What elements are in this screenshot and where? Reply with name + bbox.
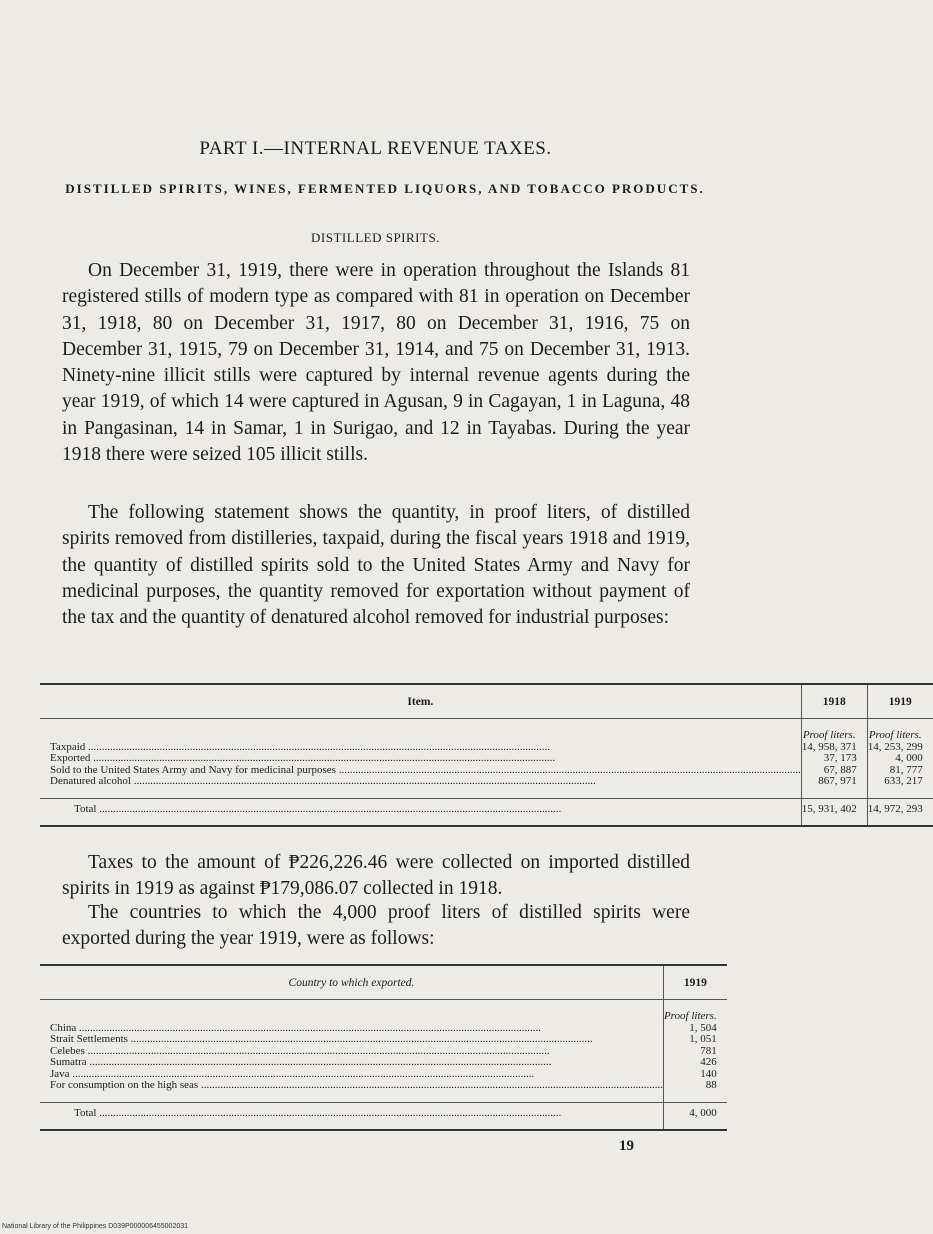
page-number: 19 (619, 1138, 634, 1154)
table-row: Celebes ..... (50, 1045, 663, 1057)
table-row: For consumption on the high seas ..... (50, 1079, 663, 1091)
table-cell: 4, 000 (895, 752, 923, 764)
paragraph-export-countries: The countries to which the 4,000 proof liters of distilled spirits were exported during the year 1919, were as follows: (62, 902, 690, 950)
table-cell: 867, 971 (818, 775, 857, 787)
table-row: Taxpaid ..... (50, 741, 801, 753)
table-cell: 1, 051 (689, 1033, 717, 1045)
table-cell: 140 (700, 1067, 717, 1080)
table-row: Sold to the United States Army and Navy for medicinal purposes ..... (50, 764, 801, 776)
table-cell: 37, 173 (823, 752, 857, 764)
table2-total-label: Total ..... (40, 1103, 663, 1131)
table1-item-column (40, 719, 801, 799)
table-cell: 14, 958, 371 (801, 740, 857, 753)
table-cell: 14, 253, 299 (867, 740, 923, 753)
table-row: Java ..... (50, 1068, 663, 1080)
table1-total-label: Total ..... (40, 799, 801, 827)
table-row: Sumatra ..... (50, 1056, 663, 1068)
table1-total-1918: 15, 931, 402 (801, 799, 867, 827)
table-cell: 781 (700, 1044, 717, 1057)
table2-1919-column (663, 1000, 726, 1103)
section-title: DISTILLED SPIRITS, WINES, FERMENTED LIQUORS, AND TOBACCO PRODUCTS. (65, 181, 705, 196)
table1-1918-column (801, 719, 867, 799)
table1-header-item: Item. (40, 684, 801, 719)
table2-header-1919: 1919 (663, 965, 726, 1000)
subsection-title: DISTILLED SPIRITS. (311, 230, 440, 245)
unit-label: Proof liters. (663, 1010, 717, 1022)
part-title: PART I.—INTERNAL REVENUE TAXES. (199, 138, 552, 159)
table-cell: 1, 504 (689, 1021, 717, 1034)
table1-total-1919: 14, 972, 293 (867, 799, 933, 827)
paragraph-stills: On December 31, 1919, there were in operation throughout the Islands 81 registered stills of modern type as compared with 81 in operation on December 31, 1918, 80 on December 31, 1917, 80 on December 31, 1916, 75 on December 31, 1915, 79 on December 31, 1914, and 75 on December 31, 1913. Ninety-nine illicit stills were captured by internal revenue agents during the year 1919, of which 14 were captured in Agusan, 9 in Cagayan, 1 in Laguna, 48 in Pangasinan, 14 in Samar, 1 in Surigao, and 12 in Tayabas. During the year 1918 there were seized 105 illicit stills. (62, 260, 690, 466)
table2-country-column (40, 1000, 663, 1103)
table-cell: 67, 887 (823, 763, 857, 776)
table1-header-1918: 1918 (801, 684, 867, 719)
table-cell: 88 (705, 1079, 717, 1091)
table1-header-1919: 1919 (867, 684, 933, 719)
table1-1919-column (867, 719, 933, 799)
table-cell: 633, 217 (884, 775, 923, 787)
distilled-spirits-table (40, 683, 933, 827)
table2-total-value: 4, 000 (663, 1103, 726, 1131)
paragraph-taxes-imported: Taxes to the amount of ₱226,226.46 were collected on imported distilled spirits in 1919 as against ₱179,086.07 collected in 1918. (62, 852, 690, 900)
paragraph-statement-intro: The following statement shows the quantity, in proof liters, of distilled spirits removed from distilleries, taxpaid, during the fiscal years 1918 and 1919, the quantity of distilled spirits sold to the United States Army and Navy for medicinal purposes, the quantity removed for exportation without payment of the tax and the quantity of denatured alcohol removed for industrial purposes: (62, 502, 690, 629)
unit-label: Proof liters. (802, 729, 856, 741)
export-countries-table (40, 964, 727, 1131)
table-cell: 81, 777 (889, 763, 923, 776)
table-row: Exported ..... (50, 752, 801, 764)
table-cell: 426 (700, 1056, 717, 1068)
table-row: Denatured alcohol ..... (50, 775, 801, 787)
library-footer: National Library of the Philippines D039P000006455002031 (2, 1223, 189, 1230)
table-row: Strait Settlements ..... (50, 1033, 663, 1045)
table2-header-country: Country to which exported. (40, 965, 663, 1000)
unit-label: Proof liters. (868, 729, 922, 741)
table-row: China ..... (50, 1022, 663, 1034)
